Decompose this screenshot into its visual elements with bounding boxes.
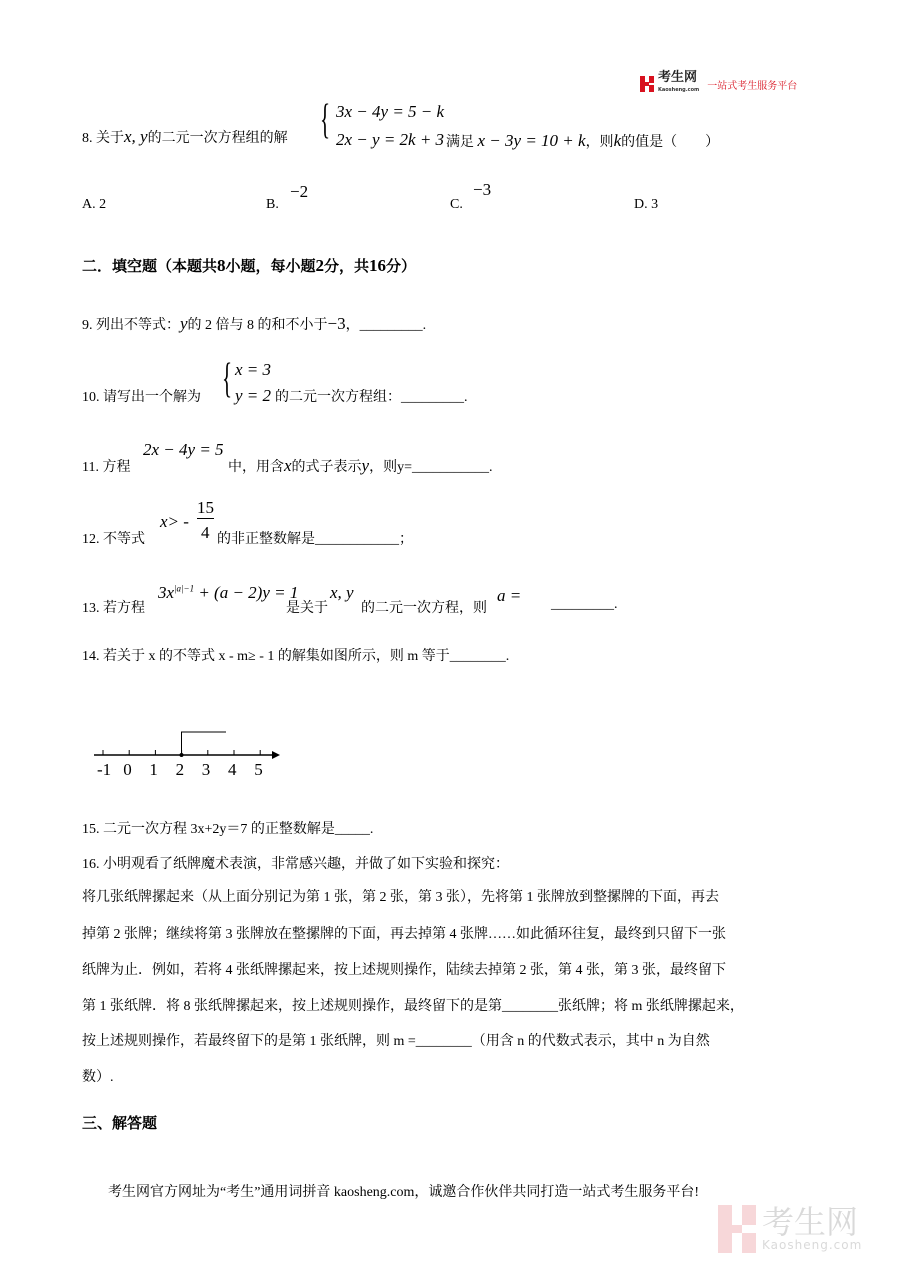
logo-mark-icon: [640, 76, 654, 92]
t: 若方程: [103, 601, 145, 616]
t: 的二元一次方程，则: [361, 601, 487, 616]
option-value: 2: [99, 197, 107, 212]
question-16-line: 纸牌为止．例如，若将 4 张纸牌摞起来，按上述规则操作，陆续去掉第 2 张，第 4 张，第 3 张，最终留下: [82, 963, 726, 978]
q-text: 满足: [446, 135, 474, 150]
brace-icon: {: [222, 356, 233, 402]
option-a[interactable]: [82, 197, 106, 213]
section-3-title: 三、解答题: [82, 1116, 158, 1132]
math-sup: |a|−1: [174, 583, 195, 594]
t: 不等式: [103, 532, 145, 547]
math: x: [284, 456, 292, 475]
t: 2: [205, 318, 213, 333]
q-num: 9.: [82, 318, 93, 333]
t: 的: [187, 318, 202, 333]
question-10: [82, 386, 201, 406]
option-label: B.: [266, 197, 279, 212]
t: 方程: [102, 460, 131, 475]
q8-tail: [446, 131, 719, 151]
t: 的和不小于: [257, 318, 328, 333]
equation: 2x − 4y = 5: [143, 440, 224, 459]
option-b[interactable]: [266, 197, 279, 213]
question-16-line: 第 1 张纸牌．将 8 张纸牌摞起来，按上述规则操作，最终留下的是第________张纸牌；将 m 张纸牌摞起来，: [82, 999, 744, 1014]
equation-2: y = 2: [235, 386, 272, 405]
question-16-line: 按上述规则操作，若最终留下的是第 1 张纸牌，则 m =________（用含 n 的代数式表示，其中 n 为自然: [82, 1034, 710, 1049]
q-num: 11.: [82, 460, 99, 475]
t: 二．填空题（本题共: [82, 259, 218, 275]
axis-tick-label: 0: [123, 760, 132, 779]
t: 列出不等式：: [96, 318, 180, 333]
t: 倍与: [215, 318, 244, 333]
axis-tick-label: 5: [254, 760, 263, 779]
question-12: [82, 528, 145, 548]
q-text: 关于: [96, 131, 124, 146]
t: 小题，每小题: [225, 259, 316, 275]
watermark-sub: Kaosheng.com: [762, 1238, 863, 1252]
header-logo: [640, 72, 797, 96]
section-2-title: [82, 255, 416, 276]
option-label: A.: [82, 197, 96, 212]
question-16-line-1: [82, 853, 509, 873]
answer-blank: _________.: [551, 597, 618, 612]
math: −3: [327, 314, 346, 333]
solution-bracket: [182, 732, 227, 755]
equation-1: 3x − 4y = 5 − k: [336, 102, 445, 121]
watermark-logo: [718, 1205, 862, 1253]
answer-blank: ，_________.: [345, 318, 427, 333]
equation-1: x = 3: [235, 360, 272, 379]
axis-tick-label: 3: [201, 760, 211, 779]
t: 2: [315, 256, 325, 275]
q-text: 的二元一次方程组的解: [147, 131, 288, 146]
option-b-value: −2: [290, 182, 309, 201]
math: x> -: [160, 512, 189, 531]
question-16-line: 将几张纸牌摞起来（从上面分别记为第 1 张，第 2 张，第 3 张），先将第 1 张牌放到整摞牌的下面，再去: [82, 890, 719, 905]
math: y: [180, 314, 188, 333]
t: 8: [217, 256, 226, 275]
question-13: [82, 597, 145, 617]
t: 分）: [386, 259, 417, 275]
t: 若关于 x 的不等式 x - m≥ - 1 的解集如图所示，则 m 等于________.: [103, 649, 510, 664]
axis-tick-label: 2: [175, 760, 185, 779]
t: 中，用含: [228, 460, 284, 475]
watermark-mark-icon: [718, 1205, 756, 1253]
axis-tick-label: 4: [228, 760, 237, 779]
q-num: 12.: [82, 532, 100, 547]
question-9: [82, 314, 426, 334]
t: 是关于: [286, 601, 328, 616]
math: y: [361, 456, 370, 475]
option-label: D.: [634, 197, 648, 212]
math: a =: [497, 586, 522, 605]
q-text: ，则: [585, 135, 614, 150]
answer-blank: ，则y=___________.: [369, 460, 493, 475]
t: 小明观看了纸牌魔术表演，非常感兴趣，并做了如下实验和探究：: [103, 857, 509, 872]
question-15: [82, 818, 373, 838]
q-num: 14.: [82, 649, 100, 664]
header-slogan: 一站式考生服务平台: [707, 80, 798, 92]
question-16-line: 掉第 2 张牌；继续将第 3 张牌放在整摞牌的下面，再去掉第 4 张牌……如此循环往复，最终到只留下一张: [82, 927, 726, 942]
axis-tick-label: 1: [149, 760, 158, 779]
t: 的式子表示: [291, 460, 362, 475]
t: 16: [369, 256, 387, 275]
math: x, y: [330, 583, 354, 602]
equation: [158, 583, 298, 603]
equation-2: 2x − y = 2k + 3: [336, 130, 445, 149]
math: + (a − 2)y = 1: [194, 583, 299, 602]
watermark-text: 考生网: [762, 1203, 859, 1241]
brace-icon: {: [320, 97, 331, 143]
option-label: C.: [450, 197, 463, 212]
option-value: 3: [651, 197, 659, 212]
question-14: [82, 645, 509, 665]
math: x, y: [124, 127, 148, 146]
arrow-icon: [272, 751, 280, 759]
option-d[interactable]: [634, 197, 658, 213]
math: 3x: [158, 583, 175, 602]
t: 二元一次方程 3x+2y＝7 的正整数解是_____.: [103, 822, 374, 837]
footer-text: 考生网官方网址为“考生”通用词拼音 kaosheng.com，诚邀合作伙伴共同打造一站式考生服务平台!: [108, 1185, 700, 1200]
question-8: [82, 127, 288, 147]
answer-blank: 的二元一次方程组：_________.: [275, 390, 468, 405]
q-num: 8.: [82, 131, 93, 146]
math: x − 3y = 10 + k: [477, 131, 586, 150]
t: 请写出一个解为: [103, 390, 201, 405]
q-num: 16.: [82, 857, 100, 872]
question-11: [82, 456, 130, 476]
q-num: 13.: [82, 601, 100, 616]
q-num: 15.: [82, 822, 100, 837]
option-c[interactable]: [450, 197, 463, 213]
fraction-numerator: 15: [197, 498, 214, 517]
logo-sub: Kaosheng.com: [658, 87, 700, 93]
option-c-value: −3: [473, 180, 492, 199]
logo-text: 考生网: [658, 70, 698, 85]
q-num: 10.: [82, 390, 100, 405]
q11-tail: [228, 456, 493, 476]
axis-tick-label: -1: [97, 760, 112, 779]
answer-blank: 的非正整数解是____________；: [217, 532, 413, 547]
math: k: [613, 131, 622, 150]
q-text: 的值是（ ）: [621, 135, 720, 150]
t: 分，共: [324, 259, 370, 275]
fraction-denominator: 4: [201, 523, 210, 542]
t: 8: [247, 318, 255, 333]
question-16-line: 数）.: [82, 1070, 114, 1085]
